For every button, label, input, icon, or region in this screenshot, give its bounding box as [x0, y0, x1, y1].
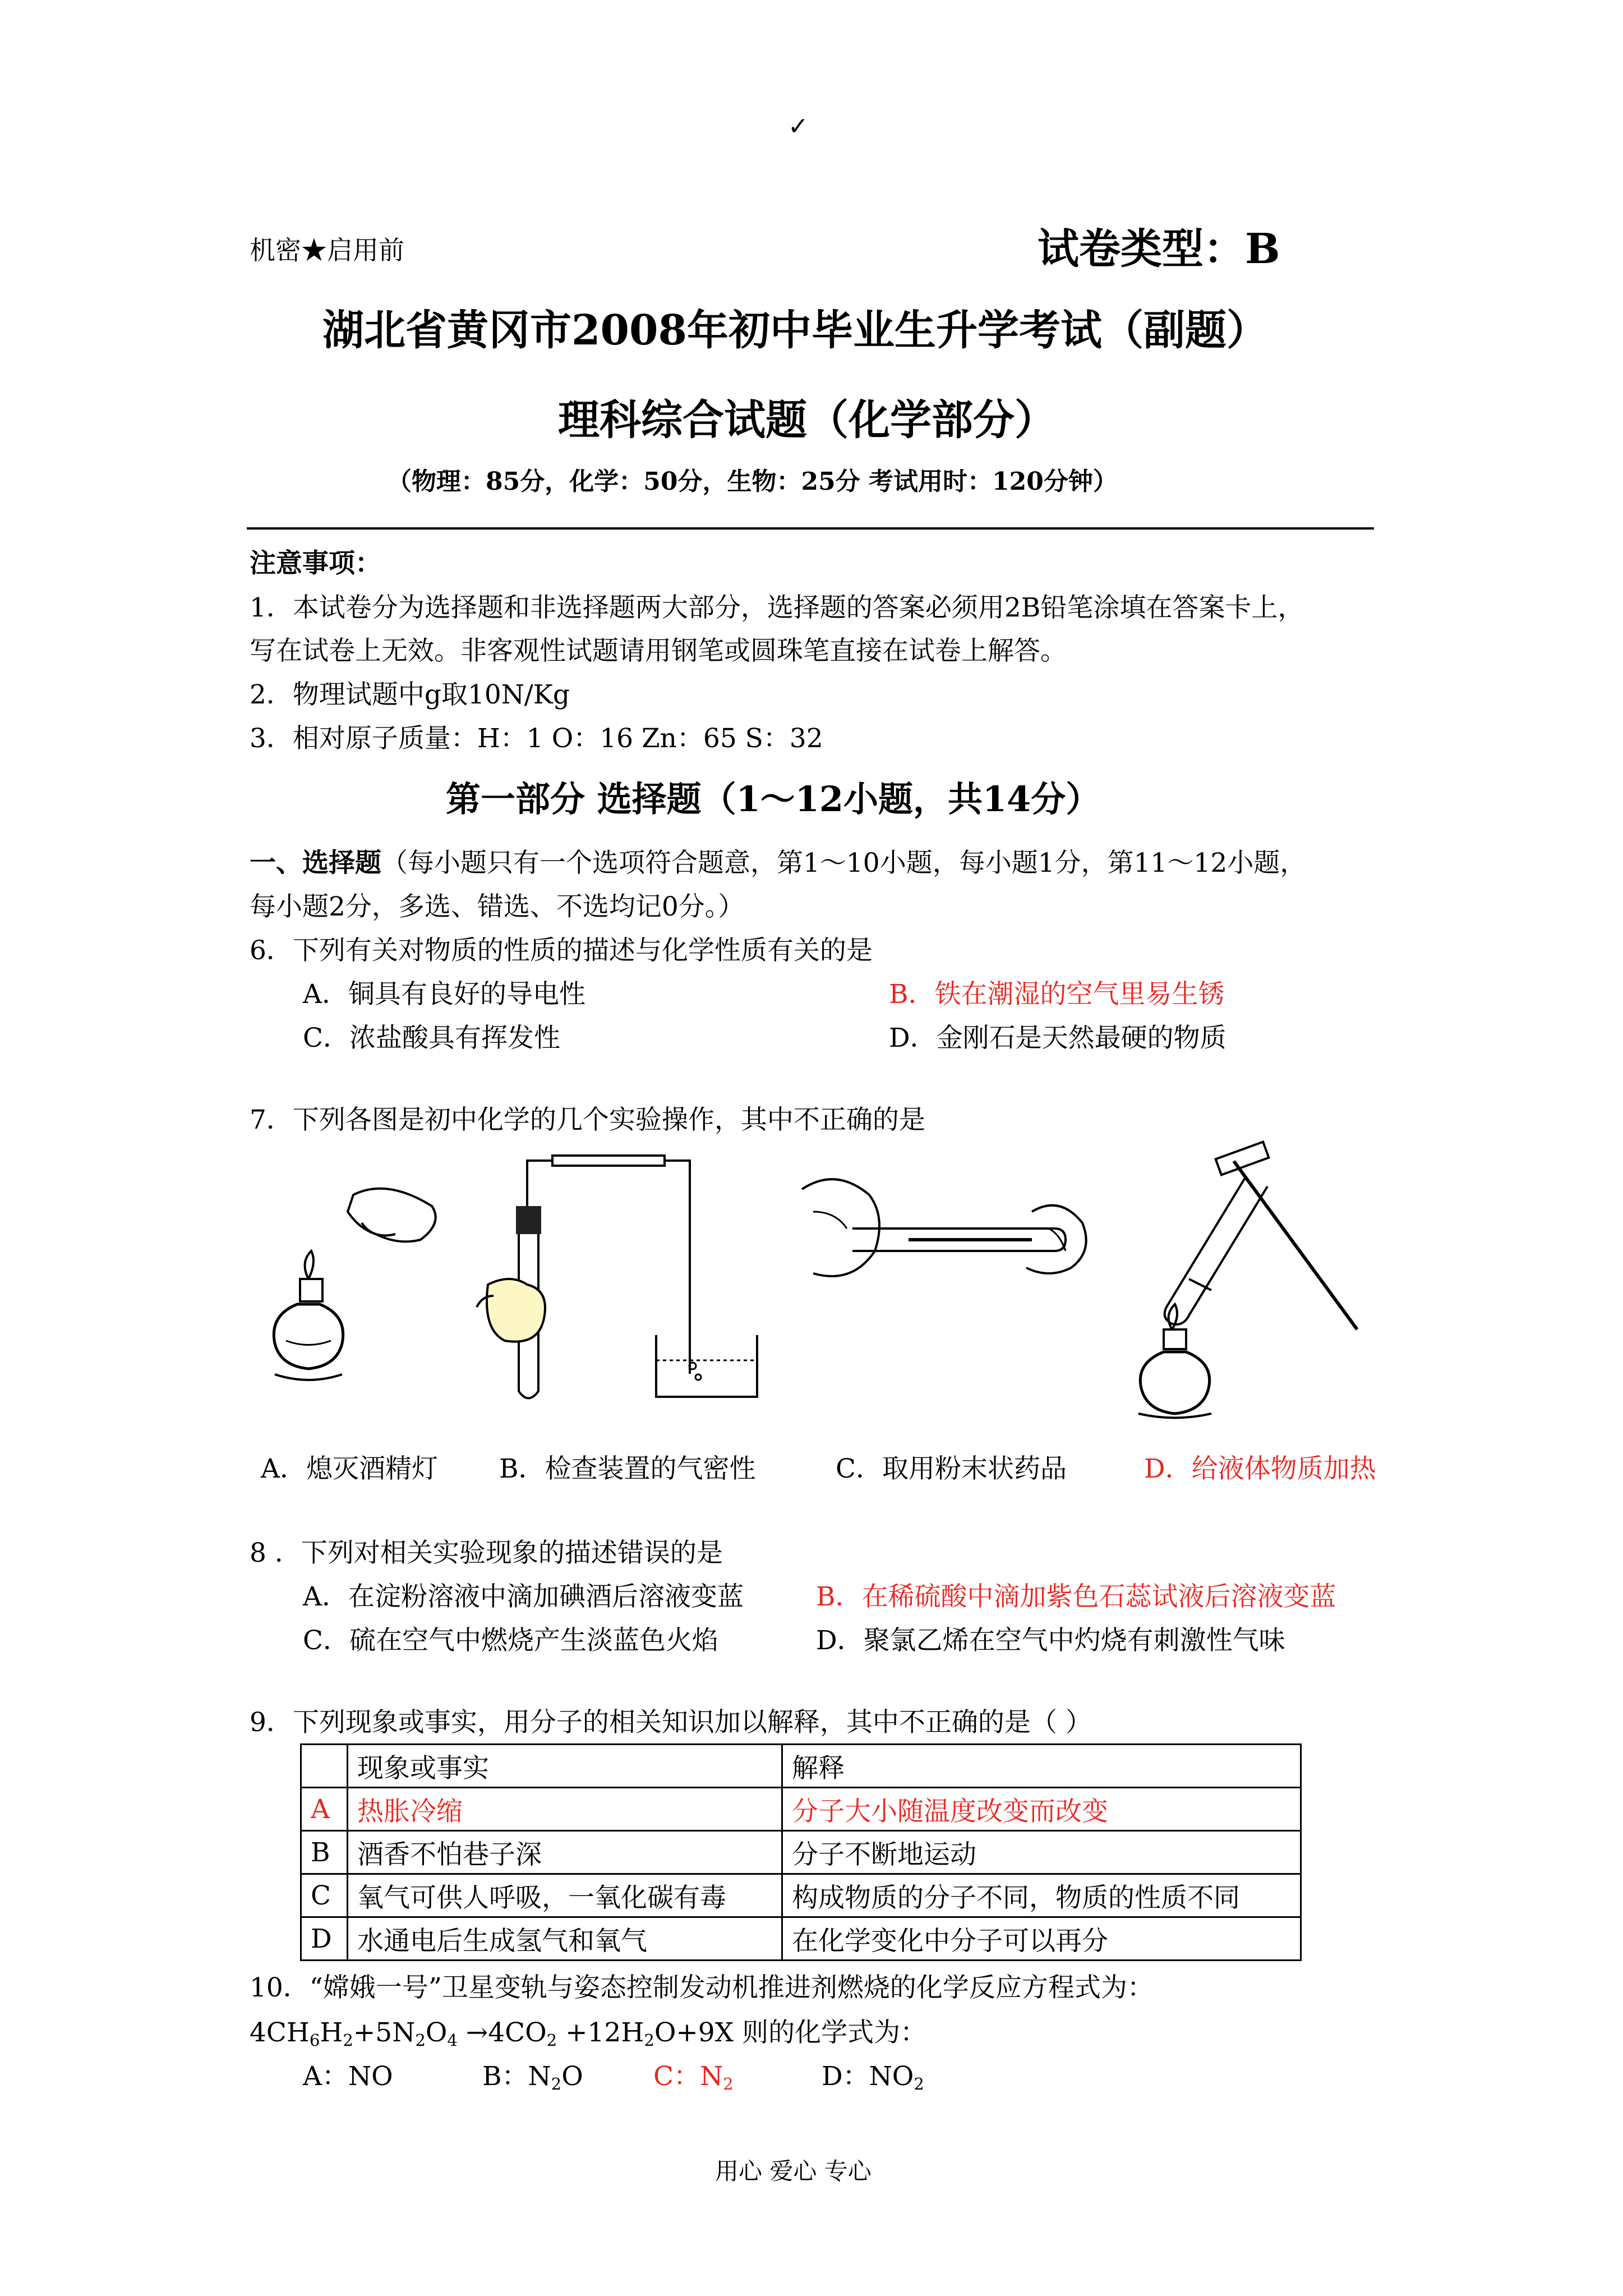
figure-alcohol-lamp [264, 1172, 465, 1397]
eq-part: 4CH [250, 2017, 310, 2048]
q7-option-a: A．熄灭酒精灯 [261, 1453, 438, 1484]
exam-title: 湖北省黄冈市2008年初中毕业生升学考试（副题） [322, 306, 1268, 355]
table-cell: 构成物质的分子不同，物质的性质不同 [782, 1874, 1301, 1917]
table-cell: 现象或事实 [348, 1745, 782, 1788]
table-cell: B [301, 1831, 348, 1874]
eq-part: O [425, 2017, 448, 2048]
table-row [301, 1831, 1301, 1874]
q7-stem: 7．下列各图是初中化学的几个实验操作，其中不正确的是 [250, 1105, 925, 1135]
q6-option-b: B．铁在潮湿的空气里易生锈 [889, 979, 1225, 1010]
table-cell: 在化学变化中分子可以再分 [782, 1917, 1301, 1961]
q10-option-b [482, 2055, 583, 2101]
figure-airtight-check [477, 1144, 791, 1408]
notice-line-3: 2．物理试题中g取10N/Kg [250, 679, 570, 710]
q7-option-c: C．取用粉末状药品 [836, 1453, 1067, 1484]
opt-part: D：NO [822, 2061, 914, 2092]
checkmark: ✓ [788, 112, 809, 141]
q10-option-a: A：NO [303, 2061, 393, 2092]
table-row [301, 1874, 1301, 1917]
figure-powder-reagent [796, 1156, 1088, 1324]
opt-part: O [561, 2061, 583, 2092]
notice-heading: 注意事项： [250, 548, 381, 579]
table-cell: 分子大小随温度改变而改变 [782, 1788, 1301, 1831]
table-cell: 热胀冷缩 [348, 1788, 782, 1831]
q7-option-b: B．检查装置的气密性 [499, 1453, 756, 1484]
q6-option-a: A．铜具有良好的导电性 [303, 979, 585, 1010]
notice-line-2: 写在试卷上无效。非客观性试题请用钢笔或圆珠笔直接在试卷上解答。 [250, 636, 1067, 666]
divider-line [247, 527, 1374, 530]
part1-instr-rest: （每小题只有一个选项符合题意，第1～10小题，每小题1分，第11～12小题， [381, 848, 1307, 878]
table-row [301, 1788, 1301, 1831]
table-cell: 解释 [782, 1745, 1301, 1788]
part1-instructions-2: 每小题2分，多选、错选、不选均记0分。） [250, 891, 745, 922]
eq-part: →4CO [457, 2017, 547, 2048]
table-cell: 酒香不怕巷子深 [348, 1831, 782, 1874]
q10-option-d [822, 2055, 924, 2101]
table-cell: 分子不断地运动 [782, 1831, 1301, 1874]
confidential-label: 机密★启用前 [250, 235, 404, 265]
score-info: （物理：85分，化学：50分，生物：25分 考试用时：120分钟） [387, 467, 1118, 496]
eq-sub: 4 [447, 2031, 458, 2050]
q10-option-c [653, 2055, 734, 2101]
table-cell: D [301, 1917, 348, 1961]
eq-sub: 2 [546, 2031, 557, 2050]
eq-sub: 2 [644, 2031, 654, 2050]
part1-instr-label: 一、选择题 [250, 848, 381, 878]
q8-option-b: B．在稀硫酸中滴加紫色石蕊试液后溶液变蓝 [816, 1581, 1336, 1612]
part1-instructions [250, 841, 1306, 885]
figure-heating-liquid [1133, 1144, 1374, 1425]
eq-part: +5N [353, 2017, 416, 2048]
table-cell: C [301, 1874, 348, 1917]
exam-subtitle: 理科综合试题（化学部分） [558, 396, 1056, 444]
table-cell: 水通电后生成氢气和氧气 [348, 1917, 782, 1961]
q9-stem: 9．下列现象或事实，用分子的相关知识加以解释，其中不正确的是（ ） [250, 1707, 1092, 1738]
eq-part: O+9X 则的化学式为： [654, 2017, 927, 2048]
eq-part: +12H [557, 2017, 644, 2048]
part1-heading: 第一部分 选择题（1～12小题，共14分） [446, 779, 1101, 820]
notice-line-1: 1．本试卷分为选择题和非选择题两大部分，选择题的答案必须用2B铅笔涂填在答案卡上， [250, 592, 1304, 623]
opt-part: B：N [482, 2061, 551, 2092]
notice-line-4: 3．相对原子质量：H：1 O：16 Zn：65 S：32 [250, 723, 823, 754]
table-cell [301, 1745, 348, 1788]
q6-stem: 6．下列有关对物质的性质的描述与化学性质有关的是 [250, 935, 873, 966]
q10-stem: 10．“嫦娥一号”卫星变轨与姿态控制发动机推进剂燃烧的化学反应方程式为： [250, 1972, 1154, 2003]
table-header-row [301, 1745, 1301, 1788]
page-footer: 用心 爱心 专心 [715, 2157, 872, 2185]
table-cell: A [301, 1788, 348, 1831]
paper-type: 试卷类型：B [1038, 225, 1280, 273]
eq-sub: 2 [415, 2031, 426, 2050]
q9-table [300, 1743, 1302, 1961]
opt-sub: 2 [551, 2074, 562, 2094]
q8-option-c: C．硫在空气中燃烧产生淡蓝色火焰 [303, 1625, 718, 1656]
opt-part: C：N [653, 2061, 723, 2092]
eq-sub: 2 [343, 2031, 353, 2050]
q8-option-d: D．聚氯乙烯在空气中灼烧有刺激性气味 [816, 1625, 1285, 1656]
q10-equation [250, 2011, 926, 2058]
q8-stem: 8 ．下列对相关实验现象的描述错误的是 [250, 1538, 723, 1568]
opt-sub: 2 [914, 2074, 924, 2094]
table-cell: 氧气可供人呼吸，一氧化碳有毒 [348, 1874, 782, 1917]
eq-part: H [320, 2017, 343, 2048]
q6-option-c: C．浓盐酸具有挥发性 [303, 1023, 560, 1053]
opt-sub: 2 [723, 2074, 734, 2094]
q8-option-a: A．在淀粉溶液中滴加碘酒后溶液变蓝 [303, 1581, 744, 1612]
q7-option-d: D．给液体物质加热 [1144, 1453, 1376, 1484]
eq-sub: 6 [309, 2031, 320, 2050]
table-row [301, 1917, 1301, 1961]
q6-option-d: D．金刚石是天然最硬的物质 [889, 1023, 1227, 1053]
